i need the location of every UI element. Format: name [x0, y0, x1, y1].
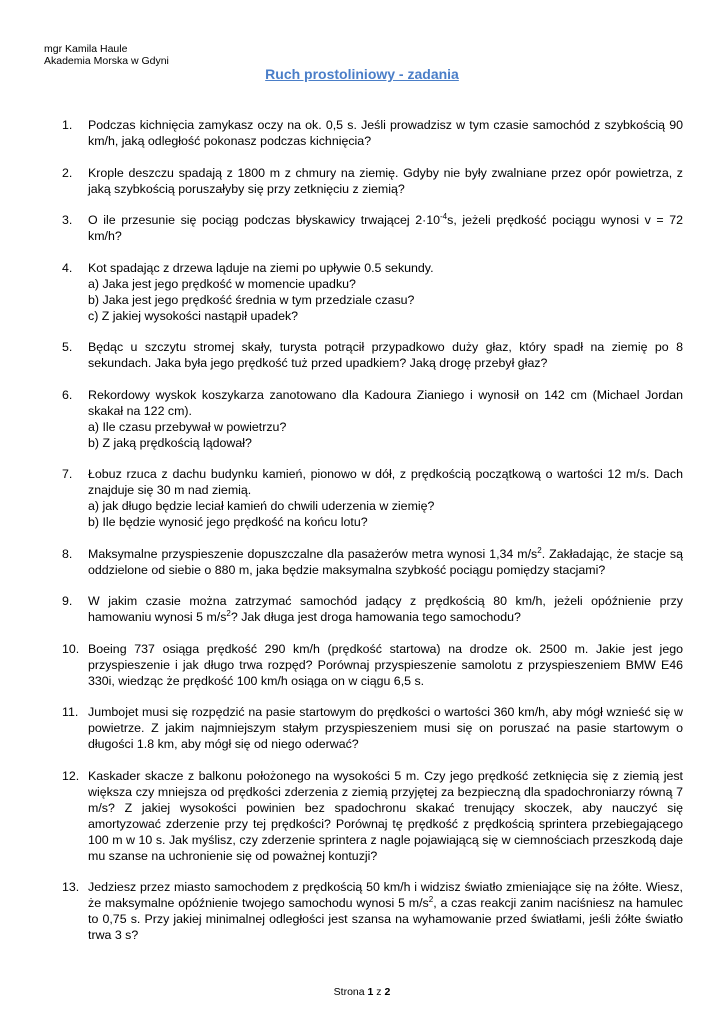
- problem-text: Krople deszczu spadają z 1800 m z chmury na ziemię. Gdyby nie były zwalniane przez opór powietrza, z jaką szybkością poruszałyby się przy zetknięciu z ziemią?: [88, 165, 683, 196]
- subquestion: a) Jaka jest jego prędkość w momencie upadku?: [88, 276, 356, 291]
- page-footer: [0, 986, 724, 998]
- problem-text-part: Jedziesz przez miasto samochodem z prędkością 50 km/h i widzisz światło zmieniające się na żółte. Wiesz, że maksymalne opóźnienie twojego samochodu wynosi 5 m/s: [88, 880, 683, 910]
- problem-text: Łobuz rzuca z dachu budynku kamień, pionowo w dół, z prędkością początkową o wartości 12 m/s. Dach znajduje się 30 m nad ziemią.: [88, 467, 683, 497]
- problem-text: Kaskader skacze z balkonu położonego na wysokości 5 m. Czy jego prędkość zetknięcia się z ziemią jest większa czy mniejsza od prędkości zderzenia z ziemią przyjętej za bezpieczną dla spadochroniarzy równą 7 m/s? Z jakiej wysokości powinien bez spadochronu skakać trenujący skoczek, aby nauczyć się amortyzować zderzenie przy tej prędkości? Porównaj tę prędkość z prędkością sprintera przebiegającego 100 m w 10 s. Jak myślisz, czy zderzenie sprintera z nagle pojawiającą się w ciemnościach przeszkodą daje mu szanse na uchronienie się od poważnej kontuzji?: [88, 768, 683, 863]
- page-separator: z: [373, 986, 385, 998]
- exponent: 2: [226, 608, 231, 618]
- problem-number: 6.: [62, 387, 73, 402]
- problem-2: [62, 165, 683, 197]
- problem-text: [88, 593, 683, 625]
- problem-10: [62, 641, 683, 689]
- page-title: Ruch prostoliniowy - zadania: [265, 66, 459, 82]
- exponent: -4: [440, 211, 448, 221]
- problem-number: 3.: [62, 213, 73, 227]
- subquestion: b) Z jaką prędkością lądował?: [88, 435, 252, 450]
- problem-number: 2.: [62, 165, 73, 180]
- problem-number: 4.: [62, 260, 73, 275]
- page-label: Strona: [333, 986, 368, 998]
- problem-number: 10.: [62, 641, 80, 656]
- problem-number: 9.: [62, 594, 73, 608]
- author-block: [44, 43, 169, 67]
- problem-number: 8.: [62, 546, 73, 561]
- problem-12: [62, 768, 683, 864]
- subquestion: a) jak długo będzie leciał kamień do chwili uderzenia w ziemię?: [88, 499, 435, 513]
- subquestion: b) Ile będzie wynosić jego prędkość na końcu lotu?: [88, 515, 368, 529]
- author-name: mgr Kamila Haule: [44, 43, 128, 55]
- problem-number: 13.: [62, 880, 80, 894]
- problem-text: Boeing 737 osiąga prędkość 290 km/h (prędkość startowa) na drodze ok. 2500 m. Jakie jest jego przyspieszenie i jak długo trwa rozpęd? Porównaj przyspieszenie samolotu z przyspieszeniem BMW E46 330i, wiedząc że prędkość 100 km/h osiąga on w ciągu 6,5 s.: [88, 641, 683, 688]
- problem-1: [62, 117, 683, 149]
- problem-11: [62, 704, 683, 752]
- exponent: 2: [537, 545, 542, 555]
- problem-text: Podczas kichnięcia zamykasz oczy na ok. 0,5 s. Jeśli prowadzisz w tym czasie samochód z szybkością 90 km/h, jaką odległość pokonasz podczas kichnięcia?: [88, 118, 683, 148]
- problem-number: 1.: [62, 118, 73, 132]
- problem-list: [62, 117, 683, 959]
- problem-text: Będąc u szczytu stromej skały, turysta potrącił przypadkowo duży głaz, który spadł na ziemię po 8 sekundach. Jaka była jego prędkość tuż przed upadkiem? Jaką drogę przebył głaz?: [88, 340, 683, 370]
- problem-text-part: s, jeżeli prędkość pociągu wynosi v = 72 km/h?: [88, 213, 683, 243]
- problem-3: [62, 212, 683, 244]
- exponent: 2: [428, 894, 434, 904]
- page-total: 2: [384, 986, 391, 998]
- problem-8: [62, 546, 683, 578]
- problem-number: 12.: [62, 768, 80, 783]
- page-current: 1: [367, 986, 374, 998]
- problem-6: [62, 387, 683, 451]
- problem-13: [62, 879, 683, 943]
- author-institution: Akademia Morska w Gdyni: [44, 55, 169, 67]
- problem-number: 7.: [62, 467, 73, 481]
- problem-text-part: O ile przesunie się pociąg podczas błyskawicy trwającej 2·10: [88, 213, 440, 227]
- subquestion: a) Ile czasu przebywał w powietrzu?: [88, 419, 287, 434]
- problem-text-part: , a czas reakcji zanim naciśniesz na hamulec to 0,75 s. Przy jakiej minimalnej odległości jest szansa na wyhamowanie przed światłami, jeśli żółte światło trwa 3 s?: [88, 896, 683, 942]
- subquestion: c) Z jakiej wysokości nastąpił upadek?: [88, 308, 299, 323]
- problem-text: [88, 879, 683, 943]
- problem-9: [62, 593, 683, 625]
- problem-4: [62, 260, 683, 324]
- problem-text-part: ? Jak długa jest droga hamowania tego samochodu?: [230, 610, 521, 624]
- problem-text-part: W jakim czasie można zatrzymać samochód jadący z prędkością 80 km/h, jeżeli opóźnienie przy hamowaniu wynosi 5 m/s: [88, 594, 683, 624]
- problem-number: 5.: [62, 340, 73, 354]
- problem-number: 11.: [62, 705, 79, 719]
- problem-text: [88, 546, 683, 578]
- problem-5: [62, 339, 683, 371]
- problem-text-part: Maksymalne przyspieszenie dopuszczalne dla pasażerów metra wynosi 1,34 m/s: [88, 546, 538, 561]
- problem-text-part: . Zakładając, że stacje są oddzielone od siebie o 880 m, jaka będzie maksymalna szybkość pociągu pomiędzy stacjami?: [88, 546, 683, 577]
- subquestion: b) Jaka jest jego prędkość średnia w tym przedziale czasu?: [88, 292, 415, 307]
- problem-text: [88, 212, 683, 244]
- problem-text: Kot spadając z drzewa ląduje na ziemi po upływie 0.5 sekundy.: [88, 260, 434, 275]
- problem-text: Rekordowy wyskok koszykarza zanotowano dla Kadoura Zianiego i wynosił on 142 cm (Michael Jordan skakał na 122 cm).: [88, 387, 683, 418]
- problem-7: [62, 466, 683, 530]
- problem-text: Jumbojet musi się rozpędzić na pasie startowym do prędkości o wartości 360 km/h, aby mógł wznieść się w powietrze. Z jakim najmniejszym stałym przyspieszeniem musi się on poruszać na pasie startowym o długości 1.8 km, aby mógł się od niego oderwać?: [88, 705, 683, 751]
